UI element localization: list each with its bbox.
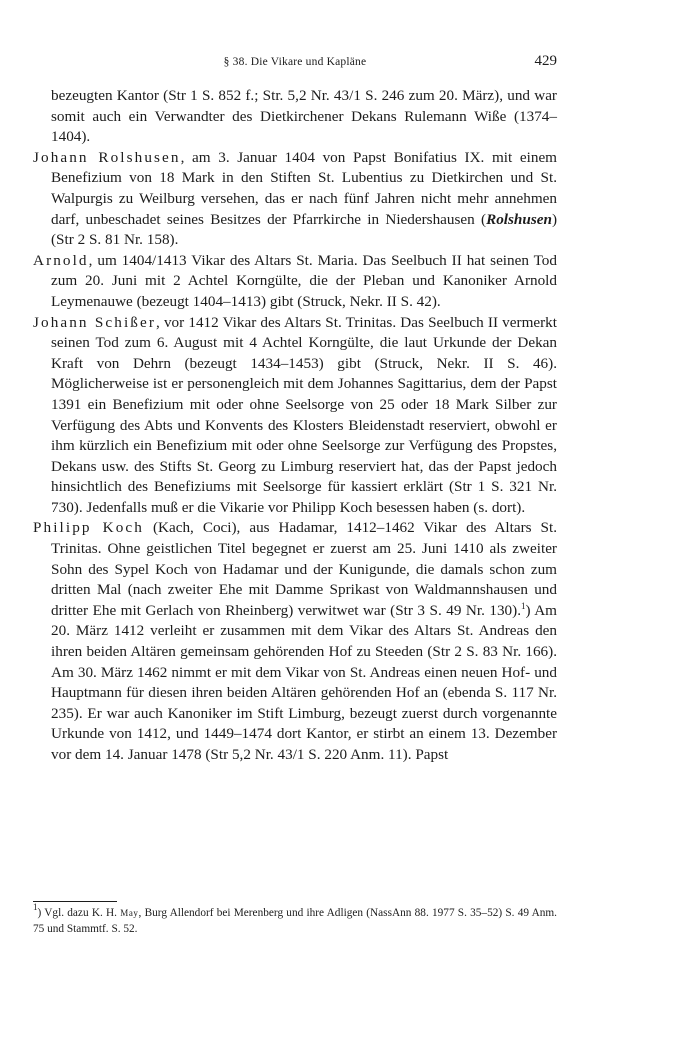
entry-johann-rolshusen <box>33 148 557 251</box>
entry-text: ) (Str 2 S. 81 Nr. 158). <box>51 210 557 249</box>
entry-name: Johann Rolshusen <box>33 148 181 166</box>
entry-name: Philipp Koch <box>33 519 144 537</box>
entry-philipp-koch <box>33 518 557 765</box>
footnote-divider <box>33 901 117 902</box>
entry-text: (Kach, Coci), aus Hadamar, 1412–1462 Vikar des Altars St. Trinitas. Ohne geistlichen Titel begegnet er zuerst am 25. Juni 1410 als zweiter Sohn des Sypel Koch von Hadamar und der Kunigunde, die damals schon zum dritten Mal (nach zweiter Ehe mit Damme Sprikast von Waldmannshausen und dritter Ehe mit Gerlach von Rheinberg) verwitwet war (Str 3 S. 49 Nr. 130). <box>51 519 558 619</box>
footnote-author: May <box>120 908 139 918</box>
footnote-marker: 1 <box>33 902 38 912</box>
footnote-text: ) Vgl. dazu K. H. <box>37 907 121 919</box>
body-text <box>33 86 557 766</box>
entry-text: ) Am 20. März 1412 verleiht er zusammen mit dem Vikar des Altars St. Andreas den ihren beiden Altären gemeinsam gehörenden Hof zu Steeden (Str 2 S. 83 Nr. 166). Am 30. März 1462 nimmt er mit dem Vikar von St. Andreas einen neuen Hof- und Hauptmann für diesen ihren beiden Altären gehörenden Hof an (ebenda S. 117 Nr. 235). Er war auch Kanoniker im Stift Limburg, bezeugt zuerst durch vorgenannte Urkunde von 1412, und 1449–1474 dort Kantor, er stirbt an einem 13. Dezember vor dem 14. Januar 1478 (Str 5,2 Nr. 43/1 S. 220 Anm. 11). Papst <box>51 601 557 763</box>
entry-italic-name: Rolshusen <box>486 210 552 228</box>
running-head: § 38. Die Vikare und Kapläne <box>223 56 367 68</box>
entry-arnold <box>33 251 557 313</box>
footnote-text: , Burg Allendorf bei Merenberg und ihre Adligen (NassAnn 88. 1977 S. 35–52) S. 49 Anm. 75 und Stammtf. S. 52. <box>33 907 558 935</box>
footnote-reference[interactable]: 1 <box>521 600 526 611</box>
entry-continuation <box>33 86 557 148</box>
entry-text: , am 3. Januar 1404 von Papst Bonifatius IX. mit einem Benefizium von 18 Mark in den Stiften St. Lubentius zu Dietkirchen und St. Walpurgis zu Weilburg versehen, das er nach fünf Jahren nicht mehr annehmen darf, unbeschadet seines Besitzes der Pfarrkirche in Niedershausen ( <box>51 148 557 228</box>
entry-johann-schisser <box>33 313 557 519</box>
entry-text: , um 1404/1413 Vikar des Altars St. Maria. Das Seelbuch II hat seinen Tod zum 20. Juni mit 2 Achtel Korngülte, die der Pleban und Kanoniker Arnold Leymenauwe (bezeugt 1404–1413) gibt (Struck, Nekr. II S. 42). <box>51 251 557 310</box>
entry-text: bezeugten Kantor (Str 1 S. 852 f.; Str. 5,2 Nr. 43/1 S. 246 zum 20. März), und war somit auch ein Verwandter des Dietkirchener Dekans Rulemann Wiße (1374–1404). <box>51 87 557 146</box>
footnote <box>33 902 558 937</box>
entry-text: , vor 1412 Vikar des Altars St. Trinitas. Das Seelbuch II vermerkt seinen Tod zum 6. August mit 4 Achtel Korngülte, die laut Urkunde der Dekan Kraft von Dehrn (bezeugt 1434–1453) gibt (Struck, Nekr. II S. 46). Möglicherweise ist er personengleich mit dem Johannes Sagittarius, dem der Papst 1391 ein Benefizium mit oder ohne Seelsorge von 25 oder 18 Mark Silber zur Verfügung des Abts und Konvents des Klosters Bleidenstadt reserviert, obwohl er ihm kürzlich ein Benefizium mit oder ohne Seelsorge zur Verfügung des Propstes, Dekans usw. des Stifts St. Georg zu Limburg reserviert hat, das der Papst jedoch hinsichtlich des Benefiziums mit Seelsorge für kassiert erklärt (Str 1 S. 321 Nr. 730). Jedenfalls muß er die Vikarie vor Philipp Koch besessen haben (s. dort). <box>51 313 557 516</box>
entry-name: Arnold <box>33 251 89 269</box>
page-number: 429 <box>534 53 557 69</box>
entry-name: Johann Schißer <box>33 313 156 331</box>
